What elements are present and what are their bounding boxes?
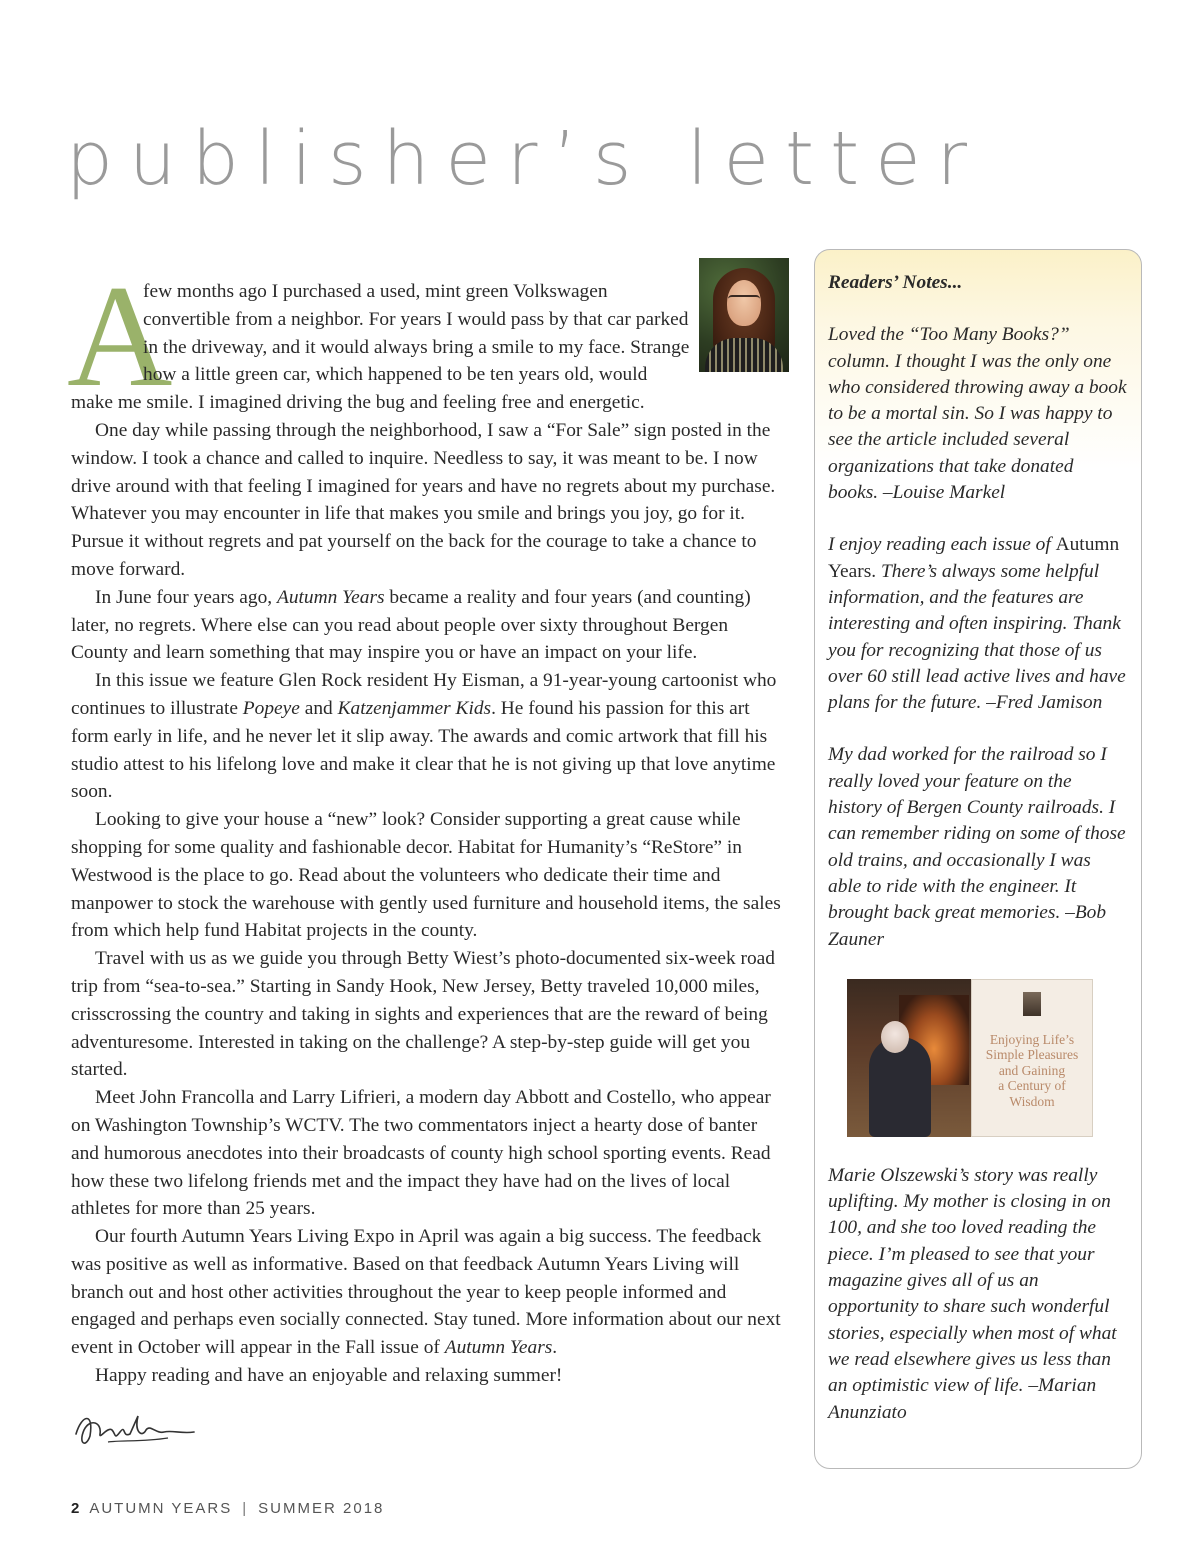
letter-paragraph: One day while passing through the neighborhood, I saw a “For Sale” sign posted in the window. I took a chance and called to inquire. Needless to say, it was meant to be. I now drive around with that feeling I imagined for years and have no regrets about my purchase. Whatever you may encounter in life that makes you smile and brings you joy, go for it. Pursue it without regrets and pat yourself on the back for the courage to take a chance to move forward. [71,419,776,580]
page-number: 2 [71,1500,82,1517]
letter-paragraph: In June four years ago, Autumn Years became a reality and four years (and counting) later, no regrets. Where else can you read about people over sixty throughout Bergen County and learn something that may inspire you or have an impact on your life. [71,586,751,664]
comic-title-italic: Katzenjammer Kids [337,697,492,719]
magazine-title-italic: Autumn Years [444,1337,553,1359]
elderly-woman-photo [847,979,971,1137]
reader-note: Loved the “Too Many Books?” column. I thought I was the only one who considered throwing away a book to be a mortal sin. So I was happy to see the article included several organizations that take donated books. –Louise Markel [828,324,1127,504]
magazine-name: AUTUMN YEARS [89,1500,233,1517]
book-cover-title: Enjoying Life’s Simple Pleasures and Gaining a Century of Wisdom [985,1031,1079,1109]
publisher-photo [699,258,789,372]
letter-paragraph: A few months ago I purchased a used, mint green Volkswagen convertible from a neighbor. For years I would pass by that car parked in the driveway, and it would always bring a smile to my face. Strange how a little green car, which happened to be ten years old, would make me smile. I imagined driving the bug and feeling free and energetic. [67,255,690,417]
reader-note: I enjoy reading each issue of Autumn Years. There’s always some helpful information, and the features are interesting and often inspiring. Thank you for recognizing that those of us over 60 still lead active lives and have plans for the future. –Fred Jamison [828,534,1126,714]
letter-paragraph: In this issue we feature Glen Rock resident Hy Eisman, a 91-year-young cartoonist who continues to illustrate Popeye and Katzenjammer Kids. He found his passion for this art form early in life, and he never let it slip away. The awards and comic artwork that fill his studio attest to his lifelong love and make it clear that he is not giving up that love anytime soon. [71,670,777,803]
signature-icon [72,1404,196,1454]
magazine-title-italic: Autumn Years [277,586,385,608]
comic-title-italic: Popeye [242,697,300,719]
reader-note: My dad worked for the railroad so I really loved your feature on the history of Bergen County railroads. I can remember riding on some of those old trains, and occasionally I was able to ride with the engineer. It brought back great memories. –Bob Zauner [828,744,1126,950]
issue-name: SUMMER 2018 [258,1500,385,1517]
publisher-letter [67,255,783,1390]
letter-paragraph: Travel with us as we guide you through Betty Wiest’s photo-documented six-week road trip from “sea-to-sea.” Starting in Sandy Hook, New Jersey, Betty traveled 10,000 miles, crisscrossing the country and taking in sights and experiences that are the reward of being adventuresome. Interested in taking on the challenge? A step-by-step guide will get you started. [71,948,775,1081]
letter-paragraph: Meet John Francolla and Larry Lifrieri, a modern day Abbott and Costello, who appear on Washington Township’s WCTV. The two commentators inject a hearty dose of banter and humorous anecdotes into their broadcasts of county high school sporting events. Read how these two lifelong friends met and the impact they have had on the lives of local athletes for more than 25 years. [71,1087,771,1220]
drop-cap: A [67,255,173,417]
footer-separator: | [242,1500,249,1517]
book-cover [971,979,1093,1137]
letter-paragraph: Looking to give your house a “new” look? Consider supporting a great cause while shopping for some quality and fashionable decor. Habitat for Humanity’s “ReStore” in Westwood is the place to go. Read about the volunteers who dedicate their time and manpower to stock the warehouse with gently used furniture and household items, the sales from which help fund Habitat projects in the county. [71,809,781,942]
book-feature-image [847,979,1093,1137]
page-footer [71,1500,384,1517]
reader-note: Marie Olszewski’s story was really uplifting. My mother is closing in on 100, and she too loved reading the piece. I’m pleased to see that your magazine gives all of us an opportunity to share such wonderful stories, especially when most of what we read elsewhere gives us less than an optimistic view of life. –Marian Anunziato [828,1164,1117,1423]
letter-paragraph: Our fourth Autumn Years Living Expo in April was again a big success. The feedback was positive as well as informative. Based on that feedback Autumn Years Living will branch out and host other activities throughout the year to keep people informed and engaged and perhaps even socially connected. Stay tuned. More information about our next event in October will appear in the Fall issue of Autumn Years. [71,1226,781,1359]
readers-notes-heading: Readers’ Notes... [828,272,963,293]
page-title: publisher’s letter [66,116,984,202]
letter-paragraph: Happy reading and have an enjoyable and relaxing summer! [95,1365,563,1387]
readers-notes [828,270,1128,1452]
